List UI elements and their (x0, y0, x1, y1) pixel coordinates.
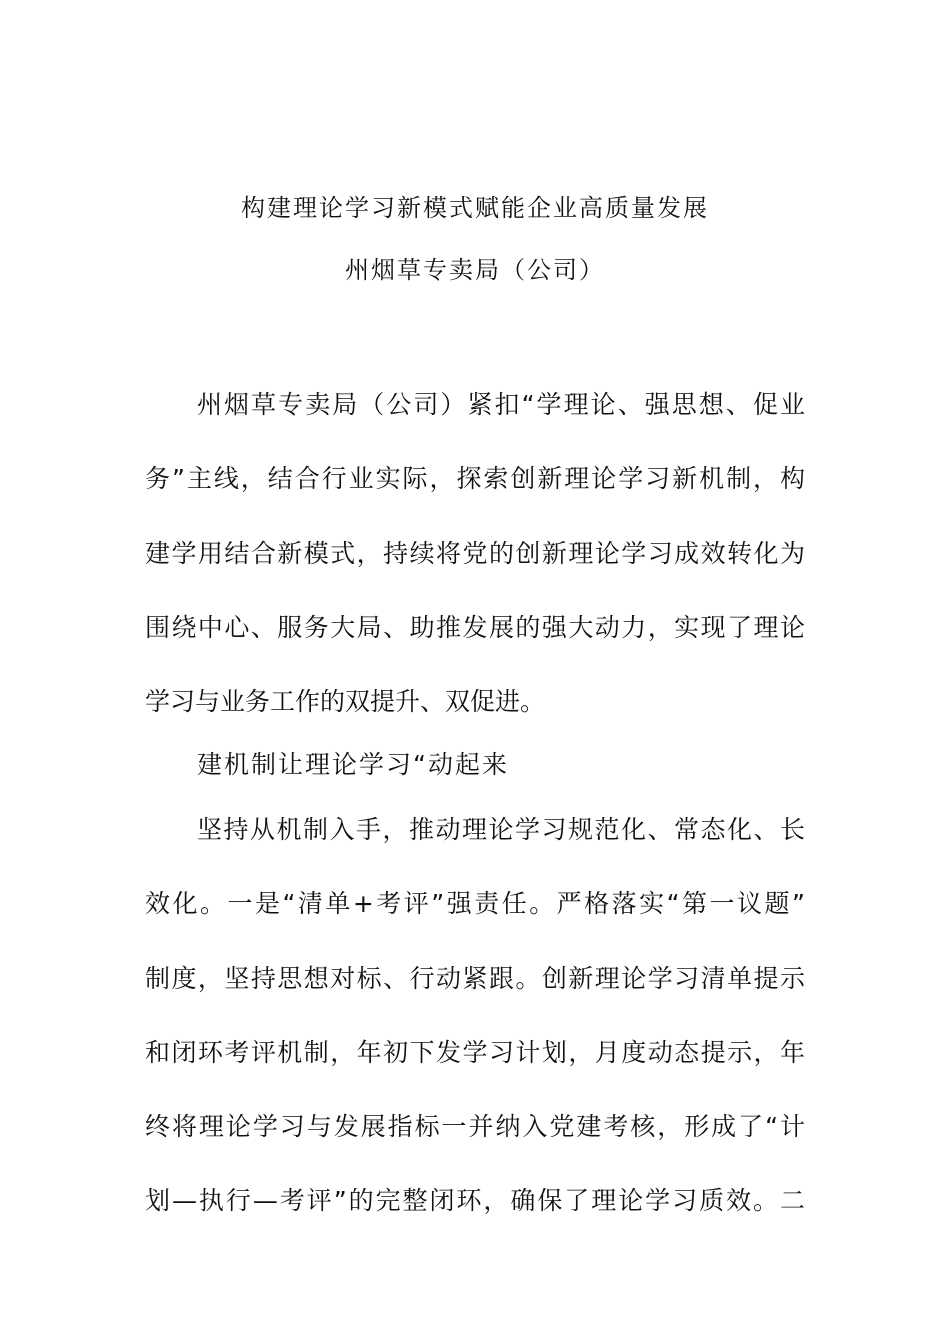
text-line: 终将理论学习与发展指标一并纳入党建考核，形成了“计 (145, 1112, 805, 1142)
text-line: 和闭环考评机制，年初下发学习计划，月度动态提示，年 (145, 1037, 805, 1067)
text-line: 建学用结合新模式，持续将党的创新理论学习成效转化为 (145, 538, 805, 568)
text-line: 划—执行—考评”的完整闭环，确保了理论学习质效。二 (145, 1186, 805, 1216)
document-subtitle: 州烟草专卖局（公司） (345, 256, 605, 284)
text-line: 州烟草专卖局（公司）紧扣“学理论、强思想、促业 (197, 390, 805, 419)
paragraph-intro (145, 390, 805, 761)
document-title: 构建理论学习新模式赋能企业高质量发展 (241, 194, 709, 222)
text-line: 效化。一是“清单+考评”强责任。严格落实“第一议题” (145, 889, 805, 919)
section-heading: 建机制让理论学习“动起来 (197, 750, 509, 779)
text-line: 学习与业务工作的双提升、双促进。 (145, 687, 546, 717)
text-line: 围绕中心、服务大局、助推发展的强大动力，实现了理论 (145, 612, 805, 642)
text-line: 坚持从机制入手，推动理论学习规范化、常态化、长 (197, 815, 805, 844)
paragraph-mechanism (145, 815, 805, 1261)
text-line: 务”主线，结合行业实际，探索创新理论学习新机制，构 (145, 464, 805, 494)
text-line: 制度，坚持思想对标、行动紧跟。创新理论学习清单提示 (145, 963, 805, 993)
